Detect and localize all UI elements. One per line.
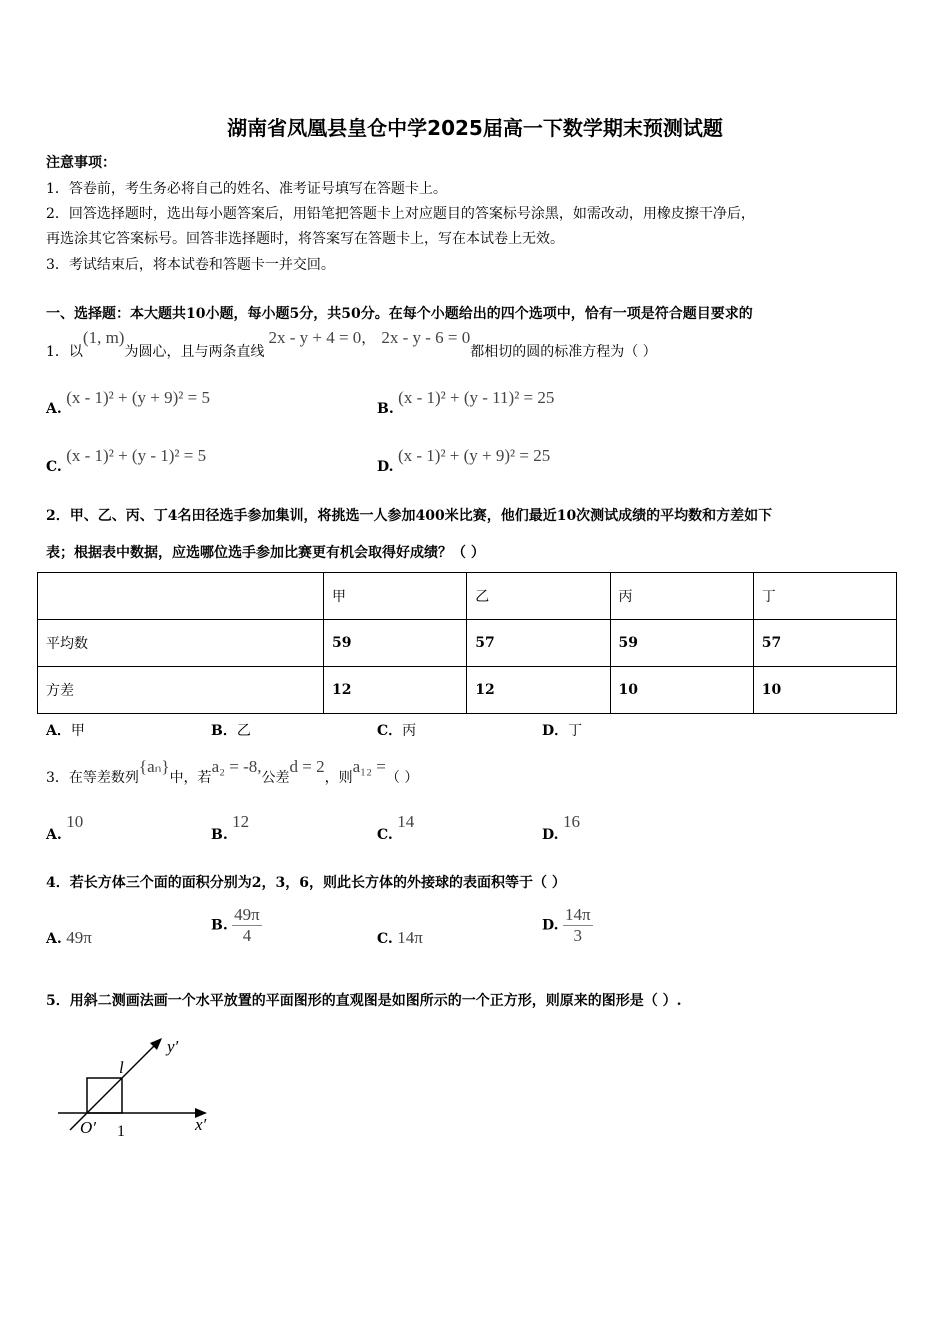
option-label: D． xyxy=(542,723,569,739)
q5-text: 5．用斜二测画法画一个水平放置的平面图形的直观图是如图所示的一个正方形，则原来的图形是（ ）. xyxy=(46,993,682,1009)
option-text: 14π xyxy=(397,928,423,947)
y-label: y′ xyxy=(167,1037,179,1056)
notice-item: 1．答卷前，考生务必将自己的姓名、准考证号填写在答题卡上。 xyxy=(46,181,447,197)
option-label: A. xyxy=(46,401,62,417)
q3-seq: {aₙ} xyxy=(138,757,170,776)
option-label: B. xyxy=(211,917,228,934)
q4-option-d[interactable] xyxy=(542,905,593,946)
q1-sep: ， xyxy=(361,331,376,347)
q3-text: 中，若 xyxy=(169,770,212,786)
notice-heading: 注意事项： xyxy=(46,155,116,171)
table-row xyxy=(38,620,897,667)
option-label: C． xyxy=(377,723,403,739)
option-text: 乙 xyxy=(236,723,251,739)
table-cell: 10 xyxy=(753,667,896,714)
q3-option-b[interactable] xyxy=(211,812,250,843)
option-label: A. xyxy=(46,827,62,843)
option-text: 16 xyxy=(562,812,580,831)
q1-option-c[interactable] xyxy=(46,446,207,475)
oblique-axes-diagram xyxy=(55,1030,225,1145)
option-text: (x - 1)² + (y - 1)² = 5 xyxy=(66,446,207,465)
option-text: 10 xyxy=(66,812,84,831)
q2-option-d[interactable] xyxy=(542,720,582,740)
q5-figure xyxy=(55,1030,225,1145)
option-label: B. xyxy=(377,401,394,417)
option-label: C. xyxy=(46,459,62,475)
page-title: 湖南省凤凰县皇仓中学2025届高一下数学期末预测试题 xyxy=(227,116,723,140)
section-heading: 一、选择题：本大题共10小题，每小题5分，共50分。在每个小题给出的四个选项中，恰有一项是符合题目要求的 xyxy=(46,306,753,322)
fraction-denominator: 4 xyxy=(242,926,252,945)
option-label: A． xyxy=(46,723,71,739)
question-1 xyxy=(46,328,657,360)
q1-line2: 2x - y - 6 = 0 xyxy=(381,328,471,347)
option-text: 甲 xyxy=(70,723,85,739)
q1-center: (1, m) xyxy=(82,328,125,347)
q1-text: 为圆心，且与两条直线 xyxy=(124,344,265,360)
q3-text: 公差 xyxy=(261,770,290,786)
q3-option-a[interactable] xyxy=(46,812,84,843)
option-label: B. xyxy=(211,827,228,843)
table-cell: 12 xyxy=(467,667,610,714)
q4-text: 4．若长方体三个面的面积分别为2，3，6，则此长方体的外接球的表面积等于（ ） xyxy=(46,875,566,891)
table-cell: 57 xyxy=(753,620,896,667)
q2-option-c[interactable] xyxy=(377,720,416,740)
question-3 xyxy=(46,757,419,786)
notice-item: 再选涂其它答案标号。回答非选择题时，将答案写在答题卡上，写在本试卷上无效。 xyxy=(46,231,564,247)
fraction-denominator: 3 xyxy=(573,926,583,945)
notice-item: 3．考试结束后，将本试卷和答题卡一并交回。 xyxy=(46,257,335,273)
table-cell: 12 xyxy=(324,667,467,714)
option-text: (x - 1)² + (y - 11)² = 25 xyxy=(398,388,555,407)
q4-option-a[interactable] xyxy=(46,928,92,948)
q3-text: （ ） xyxy=(385,770,419,786)
option-text: 丙 xyxy=(402,723,417,739)
table-cell: 57 xyxy=(467,620,610,667)
x-label: x′ xyxy=(195,1115,207,1134)
table-header: 乙 xyxy=(467,573,610,620)
q4-option-b[interactable] xyxy=(211,905,262,946)
y-axis xyxy=(70,1040,160,1130)
option-text: 49π xyxy=(66,928,92,947)
table-cell: 方差 xyxy=(38,667,324,714)
origin-label: O′ xyxy=(80,1118,96,1137)
option-label: D. xyxy=(542,827,559,843)
q3-text: 3．在等差数列 xyxy=(46,770,139,786)
option-text: (x - 1)² + (y + 9)² = 5 xyxy=(66,388,210,407)
option-text: 14 xyxy=(397,812,415,831)
option-label: B． xyxy=(211,723,237,739)
option-text: (x - 1)² + (y + 9)² = 25 xyxy=(397,446,551,465)
q2-text: 2．甲、乙、丙、丁4名田径选手参加集训，将挑选一人参加400米比赛，他们最近10次测试成绩的平均数和方差如下 xyxy=(46,508,773,524)
q1-text: 都相切的圆的标准方程为（ ） xyxy=(470,344,657,360)
table-header: 丙 xyxy=(610,573,753,620)
fraction-numerator: 14π xyxy=(564,905,591,924)
q1-option-d[interactable] xyxy=(377,446,551,475)
table-header: 甲 xyxy=(324,573,467,620)
q3-a2: a₂ = -8, xyxy=(211,757,262,776)
table-cell: 平均数 xyxy=(38,620,324,667)
notice-item: 2．回答选择题时，选出每小题答案后，用铅笔把答题卡上对应题目的答案标号涂黑，如需改动，用橡皮擦干净后， xyxy=(46,206,755,222)
q2-table xyxy=(37,572,897,714)
q3-option-d[interactable] xyxy=(542,812,580,843)
table-row xyxy=(38,667,897,714)
q1-option-a[interactable] xyxy=(46,388,210,417)
side-label: l xyxy=(119,1058,124,1077)
table-header xyxy=(38,573,324,620)
option-label: C. xyxy=(377,931,393,947)
q3-a12: a₁₂ = xyxy=(352,757,386,776)
q1-text: 1．以 xyxy=(46,344,83,360)
option-label: A. xyxy=(46,931,62,947)
q1-line1: 2x - y + 4 = 0 xyxy=(268,328,362,347)
option-text: 12 xyxy=(232,812,250,831)
q2-text: 表；根据表中数据，应选哪位选手参加比赛更有机会取得好成绩？（ ） xyxy=(46,545,485,561)
option-label: D. xyxy=(542,917,559,934)
table-cell: 59 xyxy=(324,620,467,667)
table-cell: 59 xyxy=(610,620,753,667)
q3-d: d = 2 xyxy=(289,757,325,776)
q3-option-c[interactable] xyxy=(377,812,415,843)
option-text: 丁 xyxy=(568,723,583,739)
q2-option-a[interactable] xyxy=(46,720,85,740)
tick-label: 1 xyxy=(117,1123,125,1140)
q2-option-b[interactable] xyxy=(211,720,251,740)
table-header: 丁 xyxy=(753,573,896,620)
table-cell: 10 xyxy=(610,667,753,714)
option-label: C. xyxy=(377,827,393,843)
option-label: D. xyxy=(377,459,394,475)
q3-text: ，则 xyxy=(324,770,353,786)
table-row xyxy=(38,573,897,620)
q1-option-b[interactable] xyxy=(377,388,555,417)
fraction-numerator: 49π xyxy=(234,905,260,924)
q4-option-c[interactable] xyxy=(377,928,423,948)
